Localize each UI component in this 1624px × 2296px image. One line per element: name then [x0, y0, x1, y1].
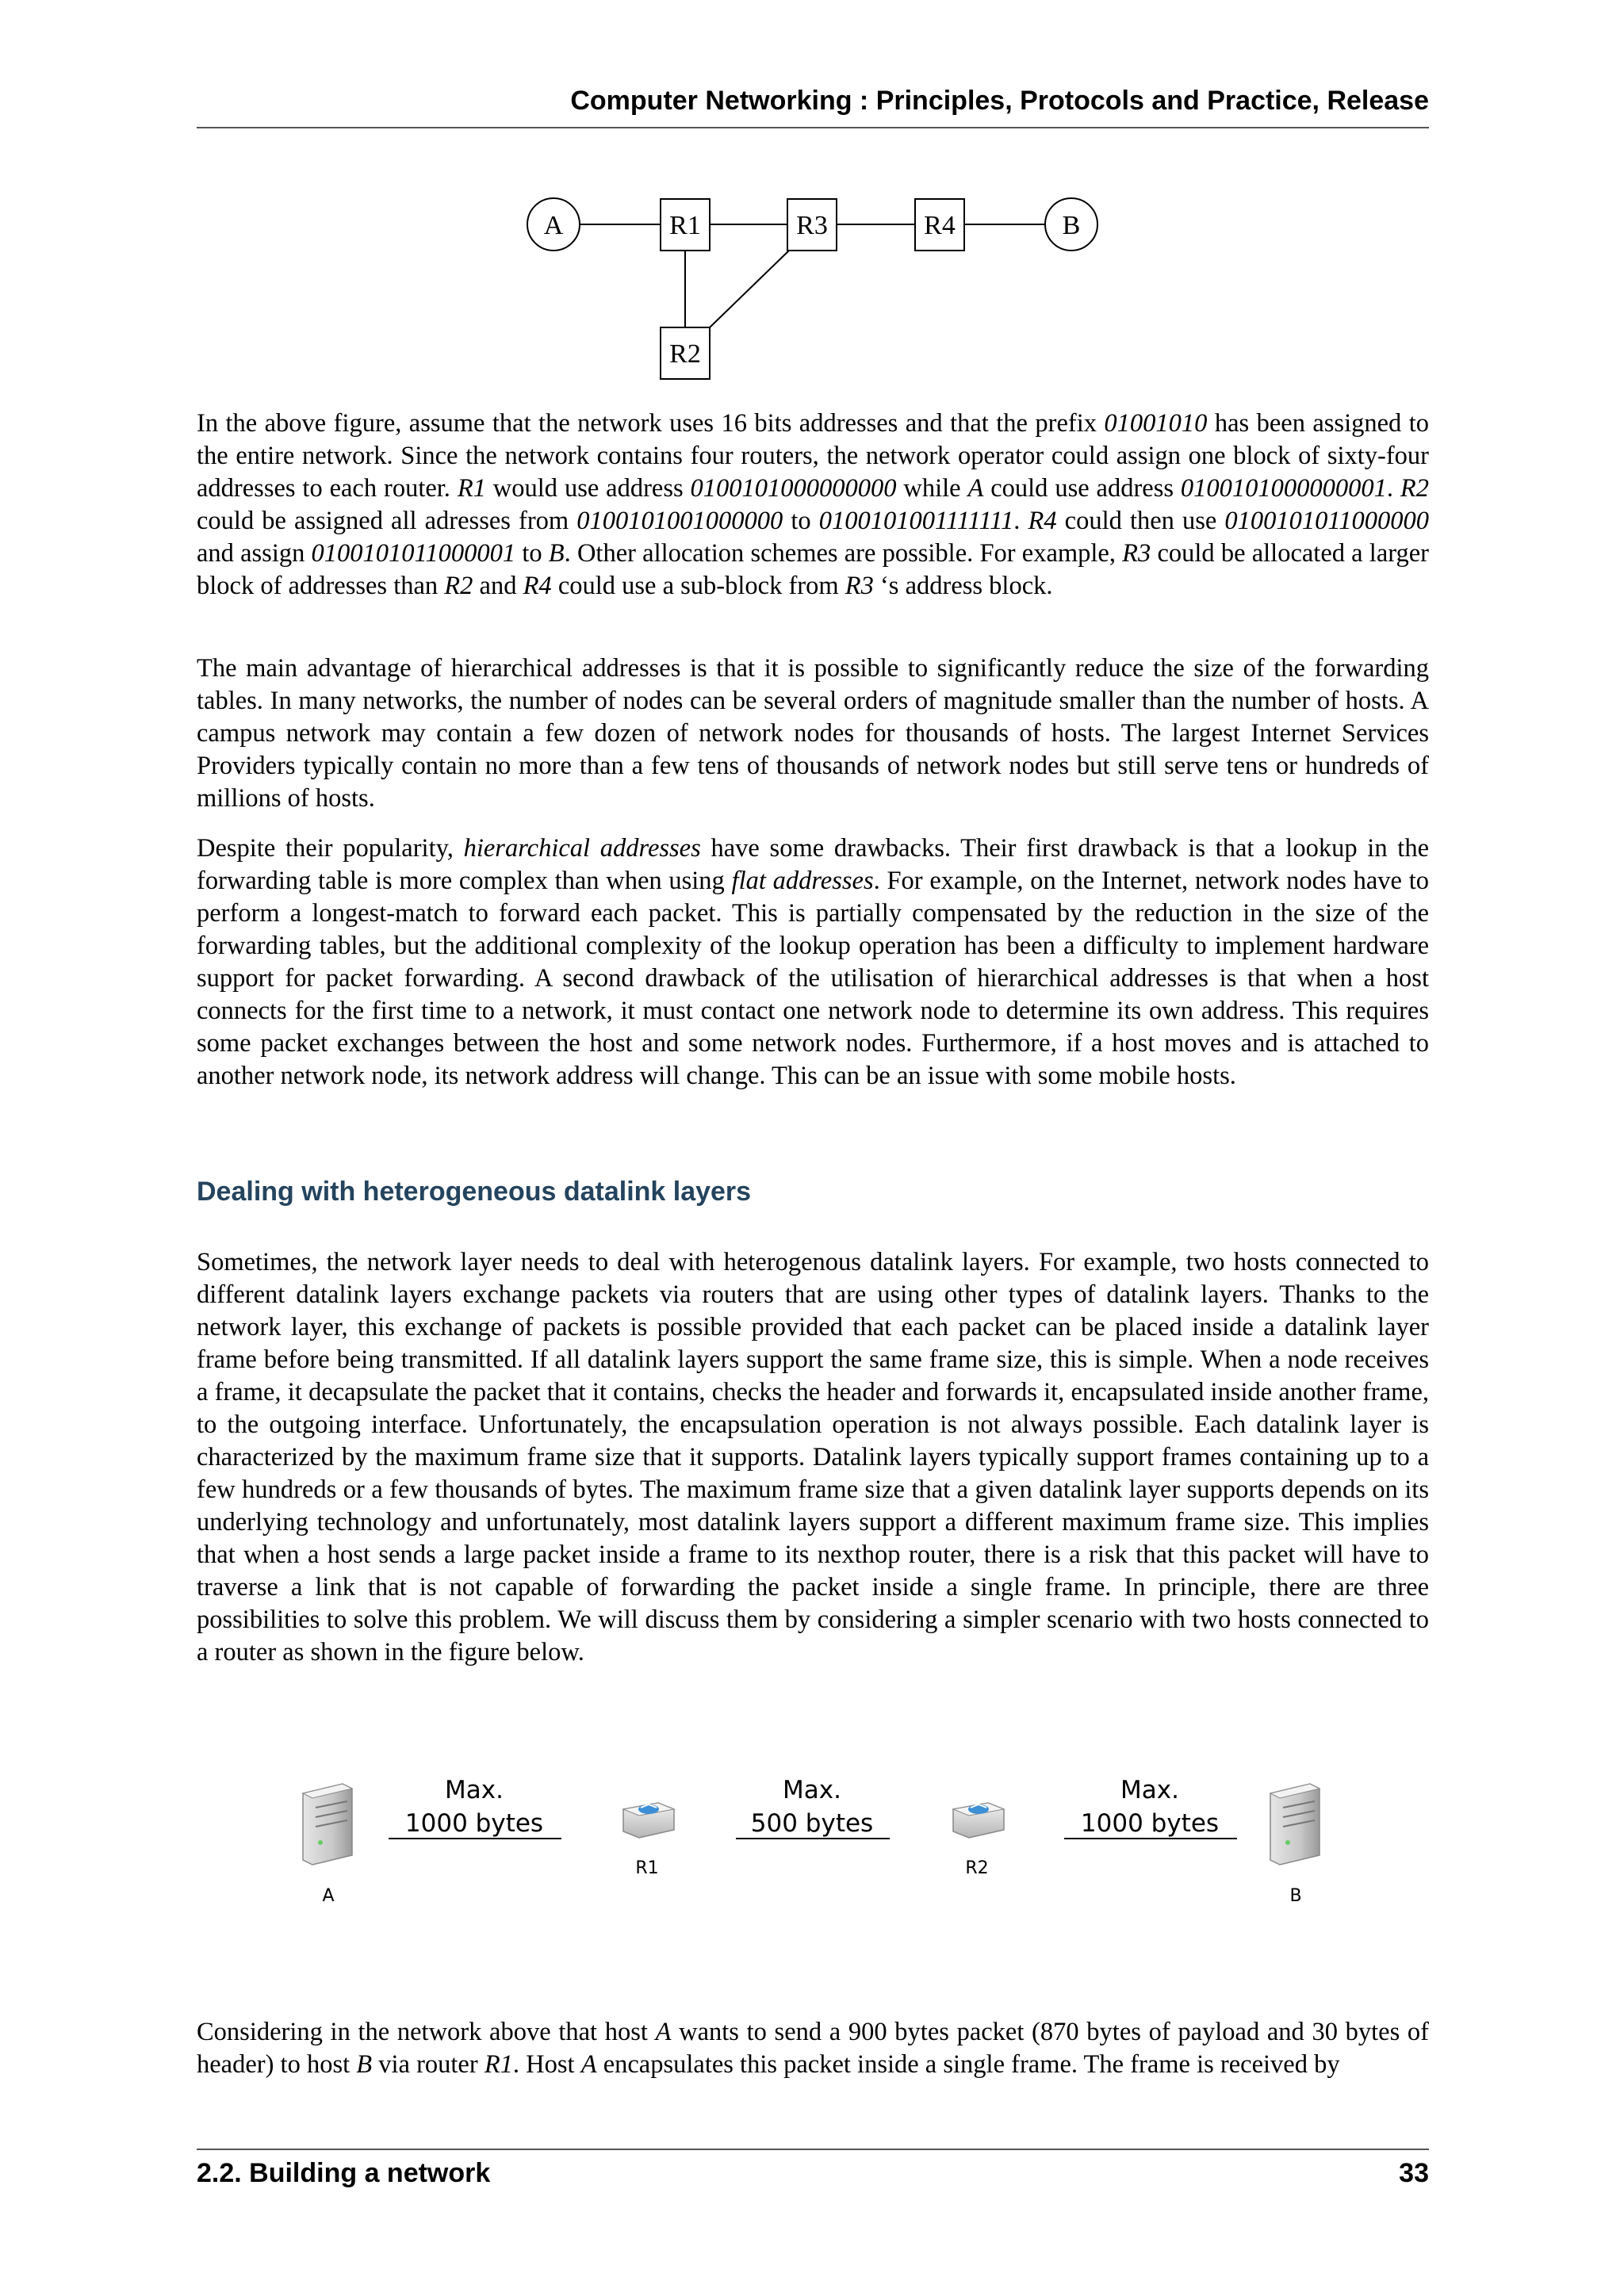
- node-a-label: A: [543, 211, 564, 240]
- footer-section-title: 2.2. Building a network: [197, 2158, 491, 2188]
- paragraph-hierarchical-advantage: The main advantage of hierarchical addresses is that it is possible to significantly reduce the size of the forwarding tables. In many networks, the number of nodes can be several orders of magnitude smaller than the number of hosts. A campus network may contain a few dozen of network nodes for thousands of hosts. The largest Internet Services Providers typically contain no more than a few tens of thousands of network nodes but still serve tens or hundreds of millions of hosts.: [197, 654, 1429, 813]
- paragraph-addressing-example: In the above figure, assume that the network uses 16 bits addresses and that the prefix 01001010 has been assigned to the entire network. Since the network contains four routers, the network operator could assign one block of sixty-four addresses to each router. R1 would use address 0100101000000000 while A could use address 0100101000000001. R2 could be assigned all adresses from 0100101001000000 to 0100101001111111. R4 could then use 0100101011000000 and assign 0100101011000001 to B. Other allocation schemes are possible. For example, R3 could be allocated a larger block of addresses than R2 and R4 could use a sub-block from R3 ‘s address block.: [197, 409, 1430, 600]
- host-b-label: B: [1289, 1886, 1302, 1906]
- page-number: 33: [1399, 2158, 1429, 2188]
- section-heading: Dealing with heterogeneous datalink layers: [197, 1177, 752, 1207]
- host-a-server-icon: [303, 1784, 352, 1865]
- host-a-label: A: [322, 1886, 335, 1906]
- link-a-r1-size-label: 1000 bytes: [404, 1809, 544, 1838]
- paragraph-heterogeneous-datalink: Sometimes, the network layer needs to deal with heterogenous datalink layers. For example, two hosts connected to different datalink layers exchange packets via routers that are using other types of datalink layers. Thanks to the network layer, this exchange of packets is possible provided that each packet can be placed inside a datalink layer frame before being transmitted. If all datalink layers support the same frame size, this is simple. When a node receives a frame, it decapsulate the packet that it contains, checks the header and forwards it, encapsulated inside another frame, to the outgoing interface. Unfortunately, the encapsulation operation is not always possible. Each datalink layer is characterized by the maximum frame size that it supports. Datalink layers typically support frames containing up to a few hundreds or a few thousands of bytes. The maximum frame size that a given datalink layer supports depends on its underlying technology and unfortunately, most datalink layers support a different maximum frame size. This implies that when a host sends a large packet inside a frame to its nexthop router, there is a risk that this packet will have to traverse a link that is not capable of forwarding the packet inside a single frame. In principle, there are three possibilities to solve this problem. We will discuss them by considering a simpler scenario with two hosts connected to a router as shown in the figure below.: [197, 1248, 1429, 1667]
- node-b-label: B: [1062, 211, 1081, 240]
- running-header: Computer Networking : Principles, Protocols and Practice, Release: [570, 86, 1429, 116]
- link-r1-r2-max-label: Max.: [783, 1776, 841, 1804]
- router-r1-label: R1: [635, 1858, 659, 1878]
- header-rule: [197, 127, 1429, 128]
- link-r2-b-max-label: Max.: [1120, 1776, 1179, 1804]
- footer-rule: [197, 2149, 1429, 2150]
- link-r3-r2: [710, 251, 789, 327]
- topology-figure: [0, 182, 1624, 388]
- paragraph-fragmentation-example: Considering in the network above that host A wants to send a 900 bytes packet (870 bytes of payload and 30 bytes of header) to host B via router R1. Host A encapsulates this packet inside a single frame. The frame is received by: [197, 2018, 1429, 2079]
- node-r4-label: R4: [924, 211, 956, 240]
- link-r1-r2-size-label: 500 bytes: [750, 1809, 874, 1838]
- node-r2-label: R2: [669, 339, 701, 369]
- paragraph-hierarchical-drawbacks: Despite their popularity, hierarchical addresses have some drawbacks. Their first drawback is that a lookup in the forwarding table is more complex than when using flat addresses. For example, on the Internet, network nodes have to perform a longest-match to forward each packet. This is partially compensated by the reduction in the size of the forwarding tables, but the additional complexity of the lookup operation has been a difficulty to implement hardware support for packet forwarding. A second drawback of the utilisation of hierarchical addresses is that when a host connects for the first time to a network, it must contact one network node to determine its own address. This requires some packet exchanges between the host and some network nodes. Furthermore, if a host moves and is attached to another network node, its network address will change. This can be an issue with some mobile hosts.: [197, 834, 1429, 1090]
- link-r2-b-size-label: 1000 bytes: [1080, 1809, 1220, 1838]
- router-r1-icon: [623, 1803, 674, 1838]
- host-b-server-icon: [1270, 1784, 1320, 1865]
- node-r3-label: R3: [796, 211, 828, 240]
- router-r2-icon: [953, 1803, 1004, 1838]
- mtu-figure: [0, 1760, 1624, 1934]
- node-r1-label: R1: [669, 211, 701, 240]
- link-a-r1-max-label: Max.: [445, 1776, 504, 1804]
- router-r2-label: R2: [965, 1858, 989, 1878]
